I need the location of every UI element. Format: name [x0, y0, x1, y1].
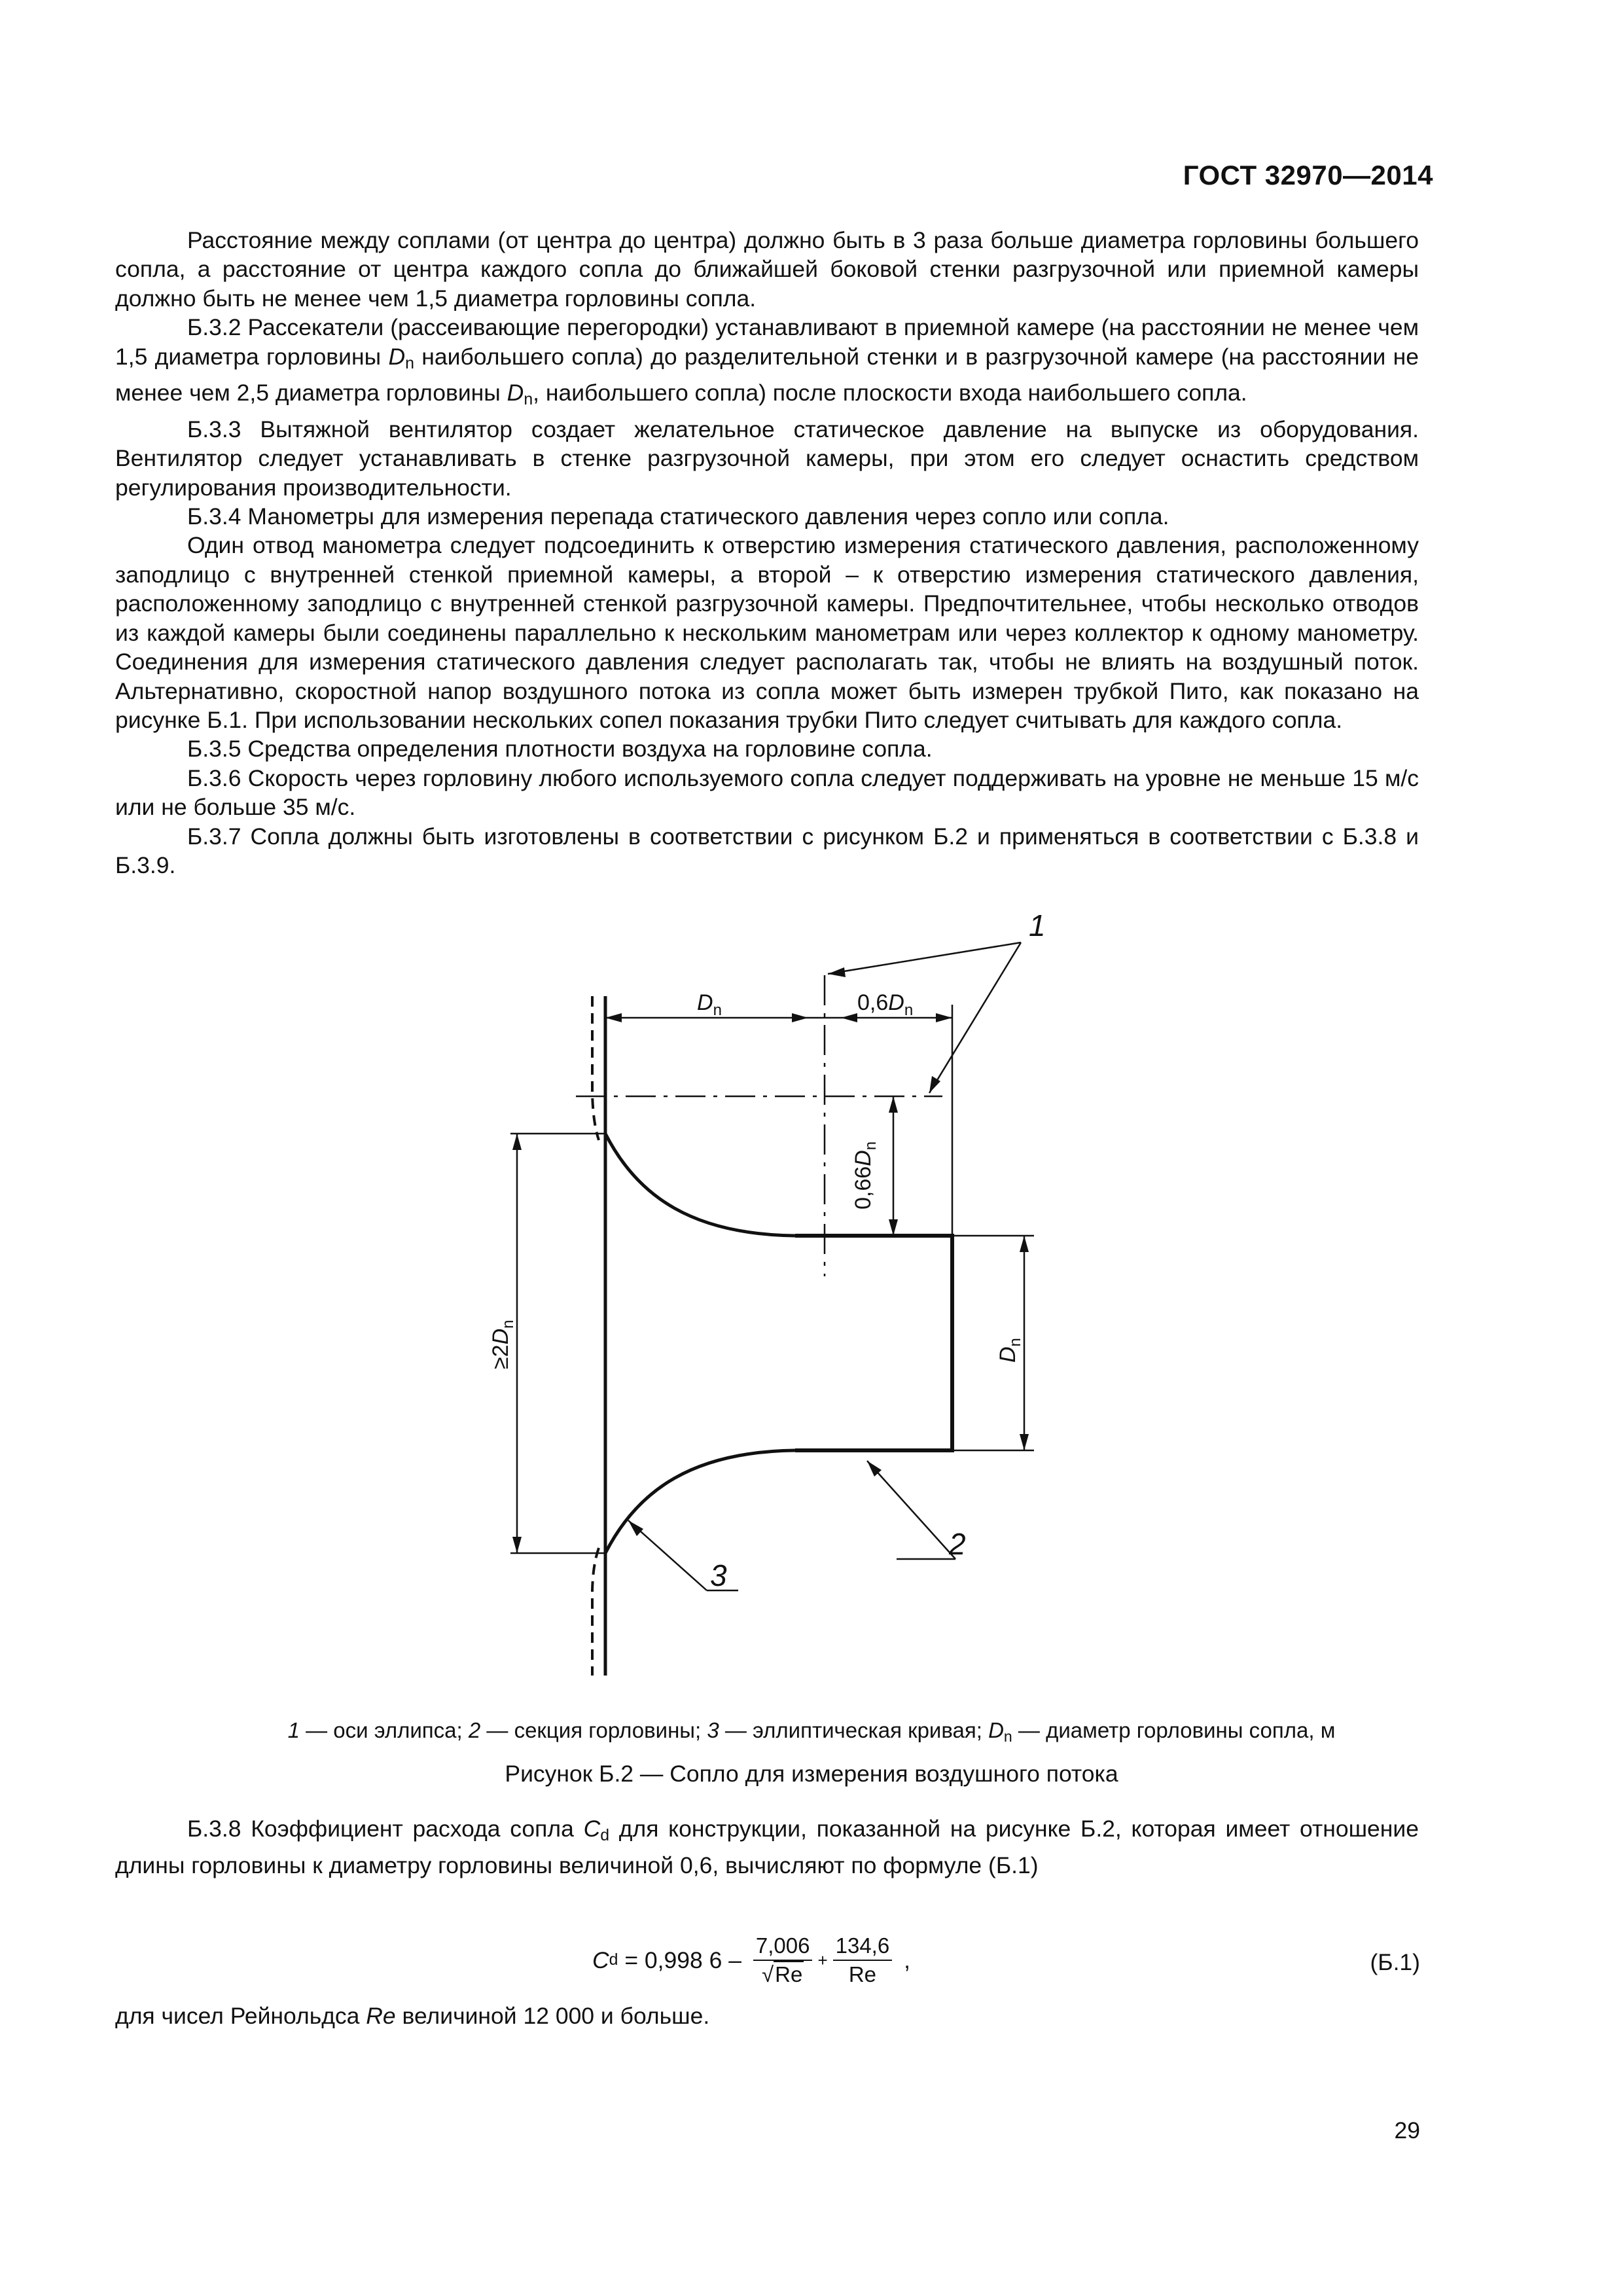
arrowhead	[512, 1134, 522, 1150]
paragraph-b38: Б.3.8 Коэффициент расхода сопла $C_d$ для конструкции, показанной на рисунке Б.2, которая имеет отношение длины горловины к диаметру горловины величиной 0,6, вычисляют по формуле (Б.1)	[115, 1816, 1419, 1878]
nozzle-figure	[0, 897, 1623, 1721]
page-number: 29	[1394, 2117, 1420, 2144]
paragraph-manometer: Один отвод манометра следует подсоединить к отверстию измерения статического давления, расположенному заподлицо с внутренней стенкой приемной камеры, а второй – к отверстию измерения статического давления, расположенному заподлицо с внутренней стенкой разгрузочной камеры. Предпочтительнее, чтобы несколько отводов из каждой камеры были соединены параллельно к нескольким манометрам или через коллектор к одному манометру. Соединения для измерения статического давления следует располагать так, чтобы не влиять на воздушный поток. Альтернативно, скоростной напор воздушного потока из сопла может быть измерен трубкой Пито, как показано на рисунке Б.1. При использовании нескольких сопел показания трубки Пито следует считывать для каждого сопла.	[115, 532, 1419, 733]
arrowhead	[792, 1013, 808, 1022]
arrowhead	[1020, 1236, 1029, 1252]
lower-elliptic-curve	[605, 1450, 795, 1553]
sqrt-sign: √	[761, 1962, 774, 1986]
arrowhead	[889, 1219, 898, 1236]
reynolds-note: для чисел Рейнольдса Re величиной 12 000 и больше.	[115, 2003, 710, 2029]
callout-2: 2	[949, 1527, 966, 1561]
inlet-dashed-line	[592, 996, 599, 1140]
nozzle-drawing	[0, 897, 1623, 1721]
arrowhead	[889, 1096, 898, 1113]
leader-1a	[828, 942, 1021, 974]
paragraph-b36: Б.3.6 Скорость через горловину любого используемого сопла следует поддерживать на уровне не меньше 15 м/с или не больше 35 м/с.	[115, 764, 1419, 821]
dim-2dn-label: $\ge 2D_n$	[488, 1319, 517, 1369]
dim-066dn-label: $0,66D_n$	[851, 1141, 880, 1210]
formula-expression: C d = 0,998 6 – $\frac{7,006}{√Re}$ + $\frac{134,6}{Re}$ ,	[592, 1933, 910, 1986]
arrowhead	[605, 1013, 622, 1022]
arrowhead	[512, 1537, 522, 1553]
paragraph-b37: Б.3.7 Сопла должны быть изготовлены в соответствии с рисунком Б.2 и применяться в соответствии с Б.3.8 и Б.3.9.	[115, 823, 1419, 878]
throat-section	[795, 1236, 952, 1450]
upper-elliptic-curve	[605, 1134, 795, 1236]
figure-legend: 1 — оси эллипса; 2 — секция горловины; 3 — эллиптическая кривая; $D_n$ — диаметр горловины сопла, м	[287, 1718, 1336, 1745]
paragraph-b32: Б.3.2 Рассекатели (рассеивающие перегородки) устанавливают в приемной камере (на расстоянии не менее чем 1,5 диаметра горловины $D_n$ наибольшего сопла) до разделительной стенки и в разгрузочной камере (на расстоянии не менее чем 2,5 диаметра горловины $D_n$, наибольшего сопла) после плоскости входа наибольшего сопла.	[115, 314, 1419, 409]
formula-b1	[0, 1924, 1623, 1996]
fraction-2: $\frac{134,6}{Re}$	[833, 1933, 893, 1987]
arrowhead	[628, 1520, 643, 1536]
dim-06dn-label: $0,6D_n$	[857, 990, 914, 1019]
standard-header: ГОСТ 32970—2014	[1183, 160, 1433, 190]
callout-1: 1	[1029, 908, 1046, 942]
paragraph-spacing: Расстояние между соплами (от центра до центра) должно быть в 3 раза больше диаметра горловины большего сопла, а расстояние от центра каждого сопла до ближайшей боковой стенки разгрузочной или приемной камеры должно быть не менее чем 1,5 диаметра горловины сопла.	[115, 227, 1419, 312]
arrowhead	[1020, 1434, 1029, 1450]
dim-dn-top-label: $D_n$	[697, 990, 722, 1019]
dim-dn-right-label: $D_n$	[995, 1338, 1024, 1363]
outlet-dashed-line	[592, 1548, 599, 1676]
paragraph-b34: Б.3.4 Манометры для измерения перепада статического давления через сопло или сопла.	[187, 503, 1169, 530]
formula-number: (Б.1)	[1370, 1949, 1420, 1975]
arrowhead	[828, 967, 846, 977]
body-text	[115, 226, 1419, 880]
paragraph-b35: Б.3.5 Средства определения плотности воздуха на горловине сопла.	[187, 736, 933, 762]
callout-3: 3	[710, 1558, 727, 1592]
arrowhead	[936, 1013, 952, 1022]
leader-2	[867, 1461, 955, 1559]
arrowhead	[841, 1013, 857, 1022]
fraction-1: $\frac{7,006}{√Re}$	[753, 1933, 813, 1987]
figure-title: Рисунок Б.2 — Сопло для измерения воздушного потока	[505, 1761, 1118, 1787]
paragraph-b33: Б.3.3 Вытяжной вентилятор создает желательное статическое давление на выпуске из оборудования. Вентилятор следует устанавливать в стенке разгрузочной камеры, при этом его следует оснастить средством регулирования производительности.	[115, 416, 1419, 501]
